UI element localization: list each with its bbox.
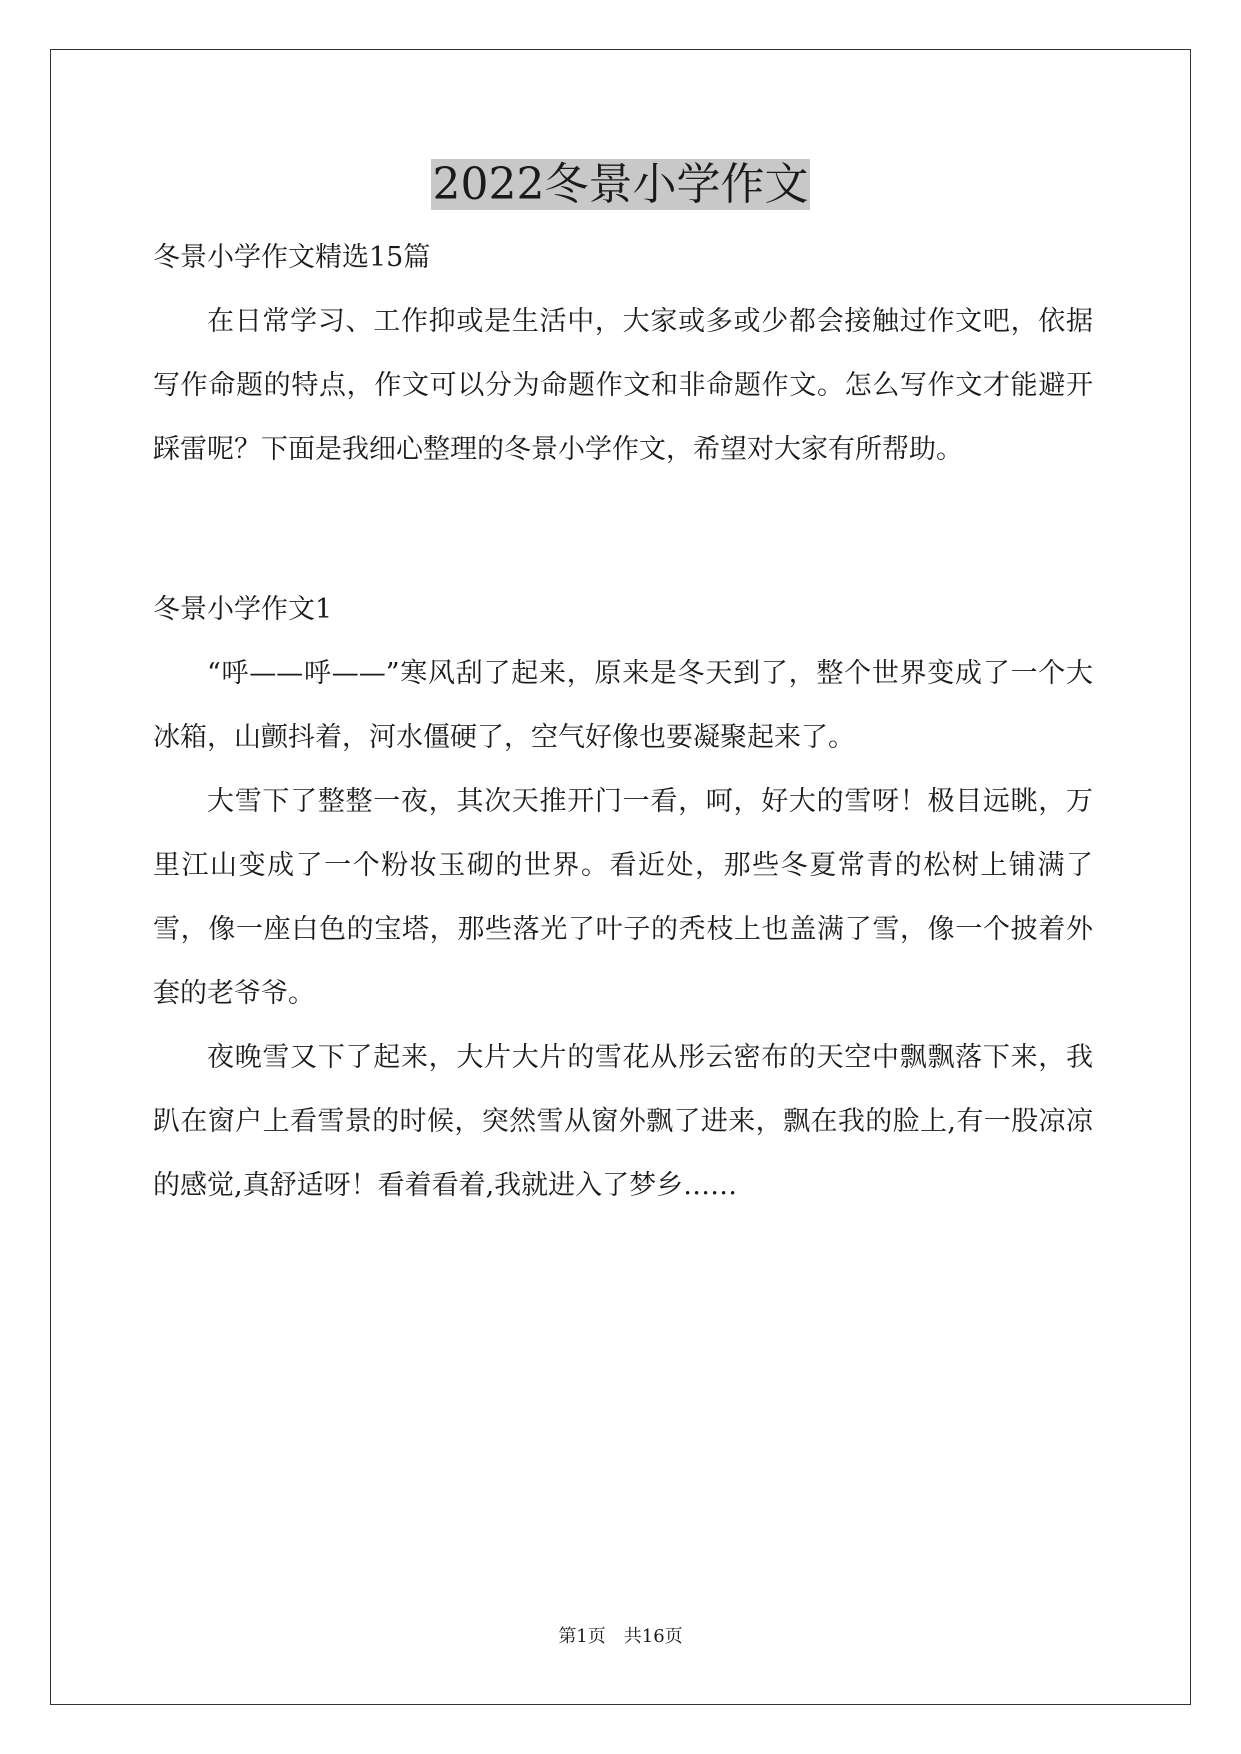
body-paragraph-1: “呼——呼——”寒风刮了起来，原来是冬天到了，整个世界变成了一个大冰箱，山颤抖着，河水僵硬了，空气好像也要凝聚起来了。 <box>153 658 1093 753</box>
page-number-current: 第1页 <box>558 1626 606 1647</box>
body-paragraph-2: 大雪下了整整一夜，其次天推开门一看，呵，好大的雪呀！极目远眺，万里江山变成了一个粉妆玉砌的世界。看近处，那些冬夏常青的松树上铺满了雪，像一座白色的宝塔，那些落光了叶子的秃枝上也盖满了雪，像一个披着外套的老爷爷。 <box>153 786 1093 1009</box>
intro-paragraph: 在日常学习、工作抑或是生活中，大家或多或少都会接触过作文吧，依据写作命题的特点，作文可以分为命题作文和非命题作文。怎么写作文才能避开踩雷呢？下面是我细心整理的冬景小学作文，希望对大家有所帮助。 <box>153 306 1093 465</box>
page-number-total: 共16页 <box>623 1626 683 1647</box>
document-body <box>153 226 1093 1218</box>
section-title: 冬景小学作文1 <box>153 594 333 625</box>
document-subtitle: 冬景小学作文精选15篇 <box>153 242 431 273</box>
page-footer <box>0 1625 1241 1649</box>
body-paragraph-3: 夜晚雪又下了起来，大片大片的雪花从彤云密布的天空中飘飘落下来，我趴在窗户上看雪景的时候，突然雪从窗外飘了进来，飘在我的脸上,有一股凉凉的感觉,真舒适呀！看着看着,我就进入了梦乡…… <box>153 1042 1093 1201</box>
document-title <box>0 155 1241 215</box>
document-title-text: 2022冬景小学作文 <box>432 159 809 210</box>
